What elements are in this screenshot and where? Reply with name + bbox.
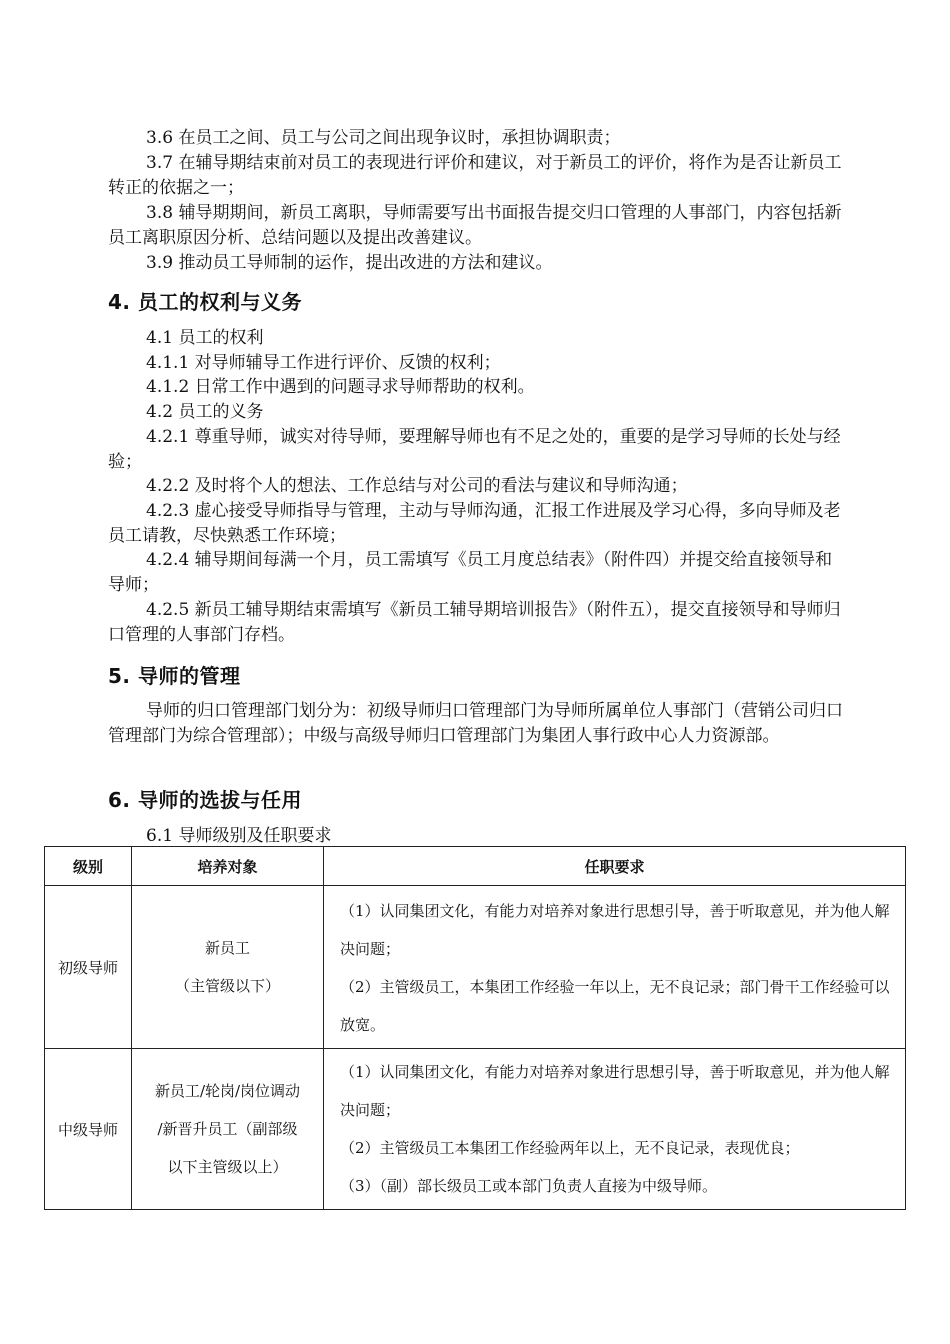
heading-section-6: 6. 导师的选拔与任用 (108, 788, 302, 812)
requirement-item: （3）（副）部长级员工或本部门负责人直接为中级导师。 (340, 1177, 718, 1195)
target-line: /新晋升员工（副部级 (157, 1120, 298, 1138)
target-line: 新员工/轮岗/岗位调动 (154, 1082, 301, 1100)
target-line: 新员工 (204, 939, 250, 957)
paragraph-4-2-4: 4.2.4 辅导期间每满一个月，员工需填写《员工月度总结表》（附件四）并提交给直接领导和导师； (108, 550, 833, 595)
header-level: 级别 (45, 847, 132, 886)
mentor-requirements-table (44, 846, 906, 1210)
paragraph-5: 导师的归口管理部门划分为：初级导师归口管理部门为导师所属单位人事部门（营销公司归口管理部门为综合管理部）；中级与高级导师归口管理部门为集团人事行政中心人力资源部。 (108, 701, 843, 746)
table-header-row (45, 847, 906, 886)
paragraph-4-2-1: 4.2.1 尊重导师，诚实对待导师，要理解导师也有不足之处的，重要的是学习导师的长处与经验； (108, 427, 841, 472)
requirement-item: （2）主管级员工本集团工作经验两年以上，无不良记录，表现优良； (340, 1139, 800, 1157)
target-line: （主管级以下） (174, 977, 280, 995)
paragraph-4-2-3: 4.2.3 虚心接受导师指导与管理，主动与导师沟通，汇报工作进展及学习心得，多向导师及老员工请教，尽快熟悉工作环境； (108, 501, 841, 546)
paragraph-3-7: 3.7 在辅导期结束前对员工的表现进行评价和建议，对于新员工的评价，将作为是否让新员工转正的依据之一； (108, 153, 842, 198)
paragraph-3-6: 3.6 在员工之间、员工与公司之间出现争议时，承担协调职责； (146, 128, 621, 148)
heading-section-4: 4. 员工的权利与义务 (108, 290, 302, 314)
cell-level: 初级导师 (45, 886, 132, 1049)
table-row (45, 886, 906, 1049)
paragraph-3-9: 3.9 推动员工导师制的运作，提出改进的方法和建议。 (146, 253, 553, 273)
paragraph-4-2-2: 4.2.2 及时将个人的想法、工作总结与对公司的看法与建议和导师沟通； (146, 476, 688, 496)
cell-level: 中级导师 (45, 1049, 132, 1210)
paragraph-4-2-5: 4.2.5 新员工辅导期结束需填写《新员工辅导期培训报告》（附件五），提交直接领导和导师归口管理的人事部门存档。 (108, 600, 841, 645)
paragraph-6-1: 6.1 导师级别及任职要求 (146, 826, 332, 846)
requirement-item: （2）主管级员工，本集团工作经验一年以上，无不良记录；部门骨干工作经验可以放宽。 (340, 978, 890, 1034)
table-row (45, 1049, 906, 1210)
cell-requirements (324, 886, 906, 1049)
cell-target (132, 1049, 324, 1210)
cell-target (132, 886, 324, 1049)
requirement-item: （1）认同集团文化，有能力对培养对象进行思想引导，善于听取意见，并为他人解决问题； (340, 1063, 890, 1119)
paragraph-4-1: 4.1 员工的权利 (146, 328, 264, 348)
requirement-item: （1）认同集团文化，有能力对培养对象进行思想引导，善于听取意见，并为他人解决问题； (340, 902, 890, 958)
header-requirements: 任职要求 (324, 847, 906, 886)
paragraph-4-1-2: 4.1.2 日常工作中遇到的问题寻求导师帮助的权利。 (146, 377, 535, 397)
heading-section-5: 5. 导师的管理 (108, 664, 241, 688)
paragraph-4-2: 4.2 员工的义务 (146, 402, 264, 422)
cell-requirements (324, 1049, 906, 1210)
paragraph-4-1-1: 4.1.1 对导师辅导工作进行评价、反馈的权利； (146, 353, 501, 373)
target-line: 以下主管级以上） (167, 1158, 288, 1176)
header-target: 培养对象 (132, 847, 324, 886)
paragraph-3-8: 3.8 辅导期期间，新员工离职，导师需要写出书面报告提交归口管理的人事部门，内容包括新员工离职原因分析、总结问题以及提出改善建议。 (108, 203, 842, 248)
